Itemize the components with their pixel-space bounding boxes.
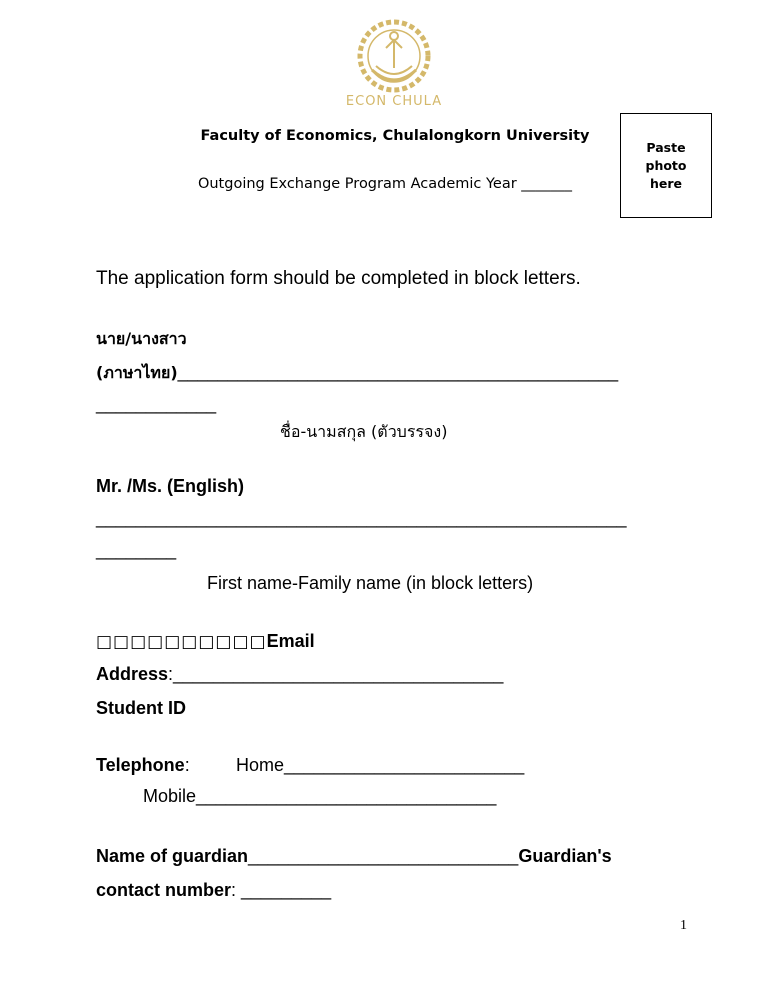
student-id-label: Student ID bbox=[96, 698, 186, 718]
faculty-title: Faculty of Economics, Chulalongkorn University bbox=[200, 128, 590, 144]
email-label: Email bbox=[266, 631, 315, 651]
address-row bbox=[96, 664, 503, 685]
telephone-row bbox=[96, 755, 190, 776]
page-number: 1 bbox=[680, 918, 687, 933]
guardian-name-label: Name of guardian bbox=[96, 846, 249, 866]
guardian-contact-label-1: Guardian's bbox=[518, 846, 612, 866]
telephone-mobile-field: Mobile______________________________ bbox=[143, 786, 497, 806]
thai-name-field bbox=[96, 361, 696, 386]
instruction-text: The application form should be completed in block letters. bbox=[96, 268, 581, 289]
english-name-line: _____________________________________________________ bbox=[96, 508, 627, 528]
photo-box-label: Paste photo here bbox=[645, 139, 687, 191]
logo-emblem-icon bbox=[336, 14, 452, 94]
econ-chula-logo bbox=[336, 14, 452, 114]
email-checkboxes: □□□□□□□□□□ bbox=[96, 632, 267, 652]
program-title: Outgoing Exchange Program Academic Year _______ bbox=[197, 176, 573, 192]
thai-name-caption: ชื่อ-นามสกุล (ตัวบรรจง) bbox=[280, 422, 448, 441]
guardian-contact-line: : _________ bbox=[231, 880, 332, 900]
thai-name-prefix: นาย/นางสาว bbox=[96, 329, 187, 348]
thai-name-line: ____________________________________________ bbox=[177, 362, 619, 382]
guardian-name-line: ___________________________ bbox=[248, 846, 519, 866]
address-line: :_________________________________ bbox=[168, 664, 504, 684]
thai-name-line-continued: ____________ bbox=[96, 394, 217, 414]
guardian-contact-label-2: contact number bbox=[96, 880, 232, 900]
guardian-row bbox=[96, 846, 612, 867]
telephone-colon: : bbox=[184, 755, 190, 775]
telephone-home-field: Home________________________ bbox=[236, 755, 525, 775]
logo-text: ECON CHULA bbox=[345, 94, 443, 109]
english-name-line-continued: ________ bbox=[96, 540, 177, 560]
thai-name-label: (ภาษาไทย) bbox=[96, 363, 178, 382]
email-row bbox=[96, 631, 315, 652]
photo-box bbox=[620, 113, 712, 218]
english-name-caption: First name-Family name (in block letters) bbox=[207, 573, 534, 593]
english-name-label: Mr. /Ms. (English) bbox=[96, 476, 245, 496]
guardian-contact-row bbox=[96, 880, 331, 901]
telephone-label: Telephone bbox=[96, 755, 185, 775]
address-label: Address bbox=[96, 664, 169, 684]
